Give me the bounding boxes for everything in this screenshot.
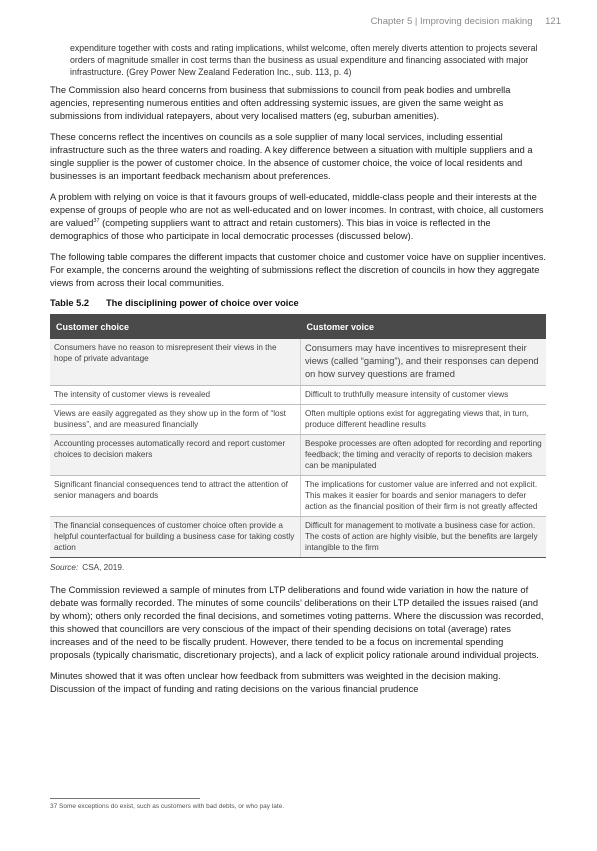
table-cell-choice: The financial consequences of customer choice often provide a helpful counterfactual for building a business case for taking costly action (50, 517, 301, 558)
paragraph-2: These concerns reflect the incentives on councils as a sole supplier of many local services, including essential infrastructure such as the three waters and roading. A key difference between a situation with multiple suppliers and a single supplier is the power of customer choice. In the absence of customer choice, the voice of local residents and businesses is an important feedback mechanism about preferences. (50, 132, 533, 181)
table-row (50, 476, 546, 517)
page-content (50, 42, 546, 704)
source-label: Source: (50, 563, 79, 572)
running-header (371, 16, 561, 27)
table-header-row (50, 314, 546, 339)
table-cell-voice: The implications for customer value are inferred and not explicit. This makes it easier for boards and senior managers to defer action as the financial position of their firm is not greatly affected (301, 476, 547, 517)
table-cell-voice: Bespoke processes are often adopted for recording and reporting feedback; the timing and veracity of reports to decision makers can be manipulated (301, 435, 547, 476)
table-cell-choice: Consumers have no reason to misrepresent their views in the hope of private advantage (50, 339, 301, 386)
comparison-table (50, 314, 546, 558)
chapter-title: Chapter 5 | Improving decision making (370, 16, 533, 27)
table-row (50, 435, 546, 476)
paragraph-4: The following table compares the different impacts that customer choice and customer voice have on supplier incentives. For example, the concerns around the weighting of submissions reflect the discretion of councils in how they aggregate views from across their local communities. (50, 252, 546, 288)
table-caption (50, 298, 546, 308)
table-cell-choice: Significant financial consequences tend to attract the attention of senior managers and boards (50, 476, 301, 517)
table-cell-voice: Consumers may have incentives to misrepresent their views (called “gaming”), and their responses can depend on how survey questions are framed (301, 339, 547, 386)
table-title: The disciplining power of choice over voice (106, 298, 299, 308)
block-quote: expenditure together with costs and rating implications, whilst welcome, often merely diverts attention to projects several orders of magnitude smaller in cost terms than the business as usual expenditure and financing associated with major infrastructure. (Grey Power New Zealand Federation Inc., sub. 113, p. 4) (70, 43, 538, 77)
footnote-ref-37[interactable]: 37 (93, 217, 100, 224)
footnote-divider (50, 798, 200, 799)
paragraph-3 (50, 191, 546, 243)
table-cell-choice: The intensity of customer views is revealed (50, 386, 301, 405)
paragraph-6: Minutes showed that it was often unclear how feedback from submitters was weighted in the decision making. Discussion of the impact of funding and rating decisions on the various financial prudence (50, 671, 501, 694)
paragraph-3-part-a: A problem with relying on voice is that it favours groups of well-educated, middle-class people and their interests at the expense of groups of people who are not as well-educated and on lower incomes. In contrast, with choice, all customers are valued (50, 192, 544, 228)
table-cell-choice: Views are easily aggregated as they show up in the form of “lost business”, and are measured financially (50, 405, 301, 435)
table-cell-voice: Difficult to truthfully measure intensity of customer views (301, 386, 547, 405)
table-cell-choice: Accounting processes automatically record and report customer choices to decision makers (50, 435, 301, 476)
source-text: CSA, 2019. (82, 563, 125, 572)
table-row (50, 339, 546, 386)
page-number: 121 (545, 16, 561, 27)
paragraph-5: The Commission reviewed a sample of minutes from LTP deliberations and found wide variation in how the nature of debate was formally recorded. The minutes of some councils’ deliberations on their LTP detailed the issues raised (and by whom); others only recorded the final decisions, and sometimes voting patterns. Where the discussion was recorded, this showed that councillors are very conscious of the impact of their spending decisions on total (average) rates increases and of the need to be fiscally prudent. However, there tended to be a focus on incremental spending proposals (typically charismatic, discretionary projects), and a lack of explicit policy rationale around individual projects. (50, 585, 544, 660)
table-cell-voice: Difficult for management to motivate a business case for action. The costs of action are highly visible, but the benefits are largely intangible to the firm (301, 517, 547, 558)
header-customer-voice: Customer voice (301, 314, 547, 339)
header-customer-choice: Customer choice (50, 314, 301, 339)
table-number: Table 5.2 (50, 298, 90, 308)
footnote-37: 37 Some exceptions do exist, such as customers with bad debts, or who pay late. (50, 803, 285, 810)
table-source (50, 563, 546, 572)
table-row (50, 517, 546, 558)
table-cell-voice: Often multiple options exist for aggregating views that, in turn, produce different headline results (301, 405, 547, 435)
paragraph-3-part-b: (competing suppliers want to attract and retain customers). This bias in voice is reflected in the demographics of those who participate in local democratic processes (discussed below). (50, 218, 491, 241)
paragraph-1: The Commission also heard concerns from business that submissions to council from peak bodies and umbrella agencies, representing numerous entities and often addressing systemic issues, are given the same weight as submissions from individual ratepayers, about very localised matters (eg, suburban amenities). (50, 85, 511, 121)
table-row (50, 386, 546, 405)
table-row (50, 405, 546, 435)
